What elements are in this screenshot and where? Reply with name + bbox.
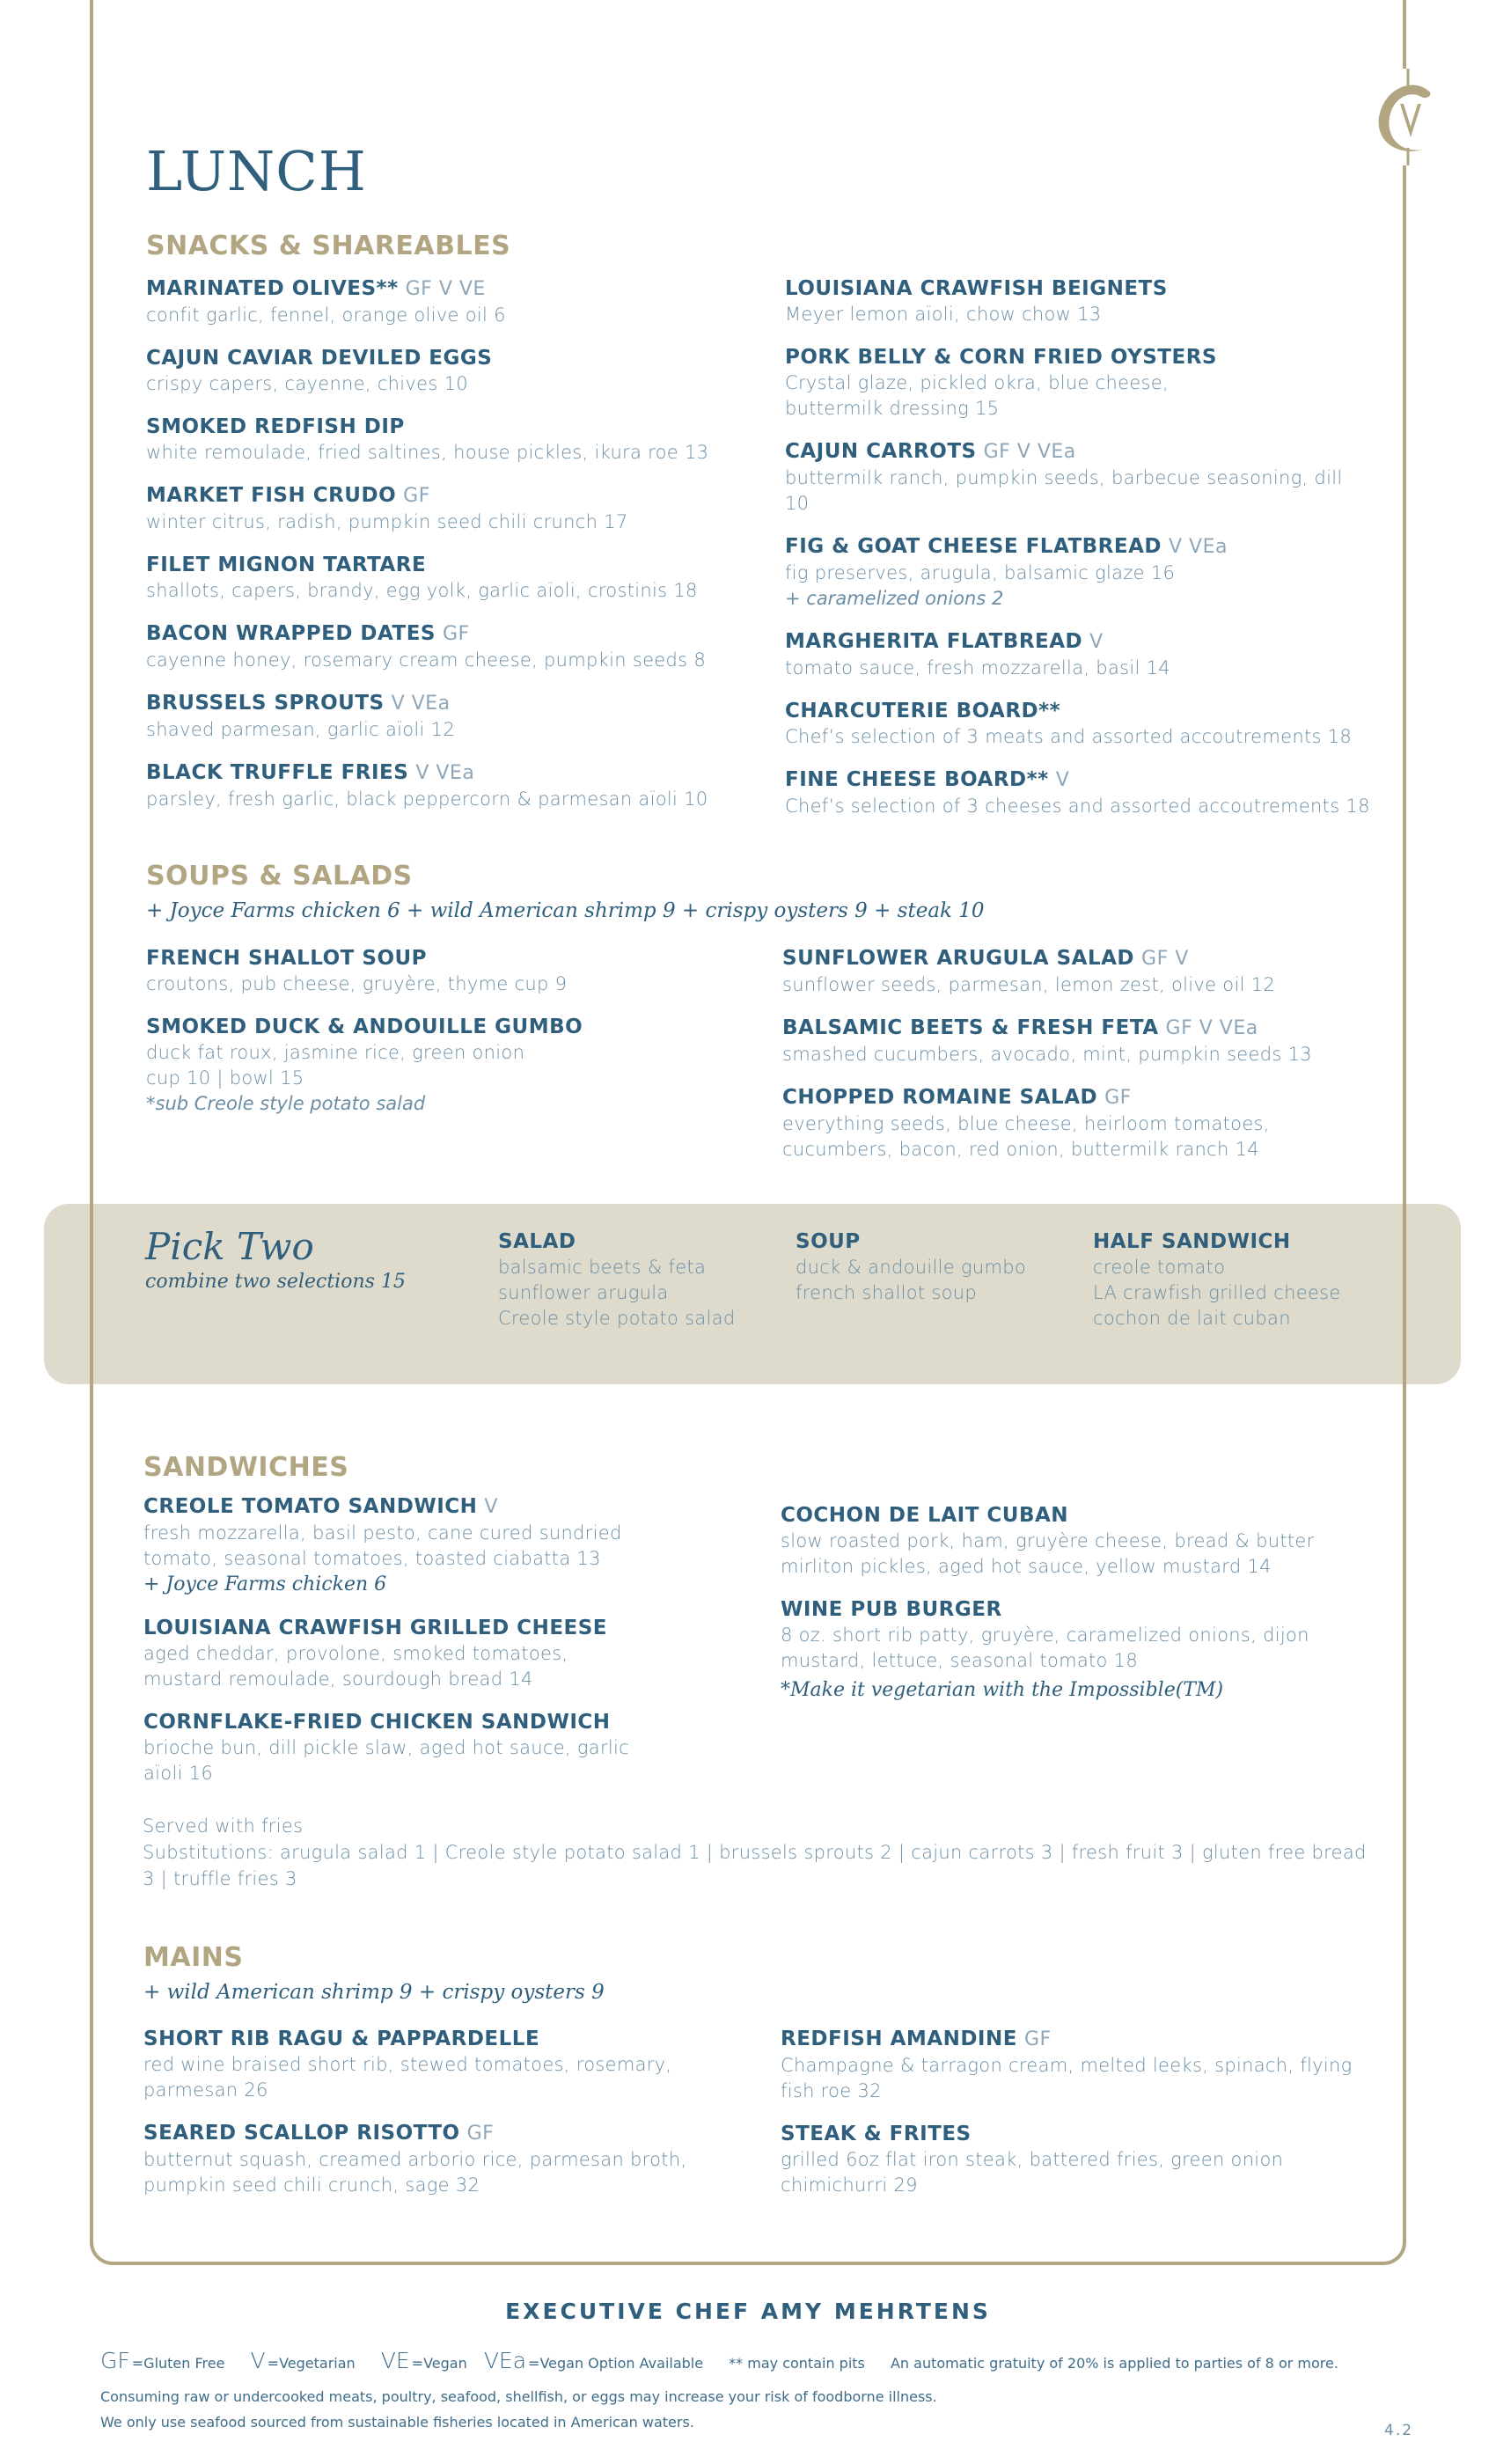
item-description: 8 oz. short rib patty, gruyère, caramelized onions, dijon mustard, lettuce, seasonal tomato 18 (781, 1624, 1309, 1671)
menu-item (785, 344, 1401, 422)
dietary-tags: GF V (1141, 948, 1189, 970)
item-description: duck fat roux, jasmine rice, green onion (146, 1042, 525, 1063)
item-description: croutons, pub cheese, gruyère, thyme cup 9 (146, 973, 568, 994)
sandwich-sides-info (143, 1813, 1375, 1892)
menu-item (146, 620, 780, 673)
item-name: LOUISIANA CRAWFISH GRILLED CHEESE (143, 1617, 608, 1639)
item-name: SMOKED REDFISH DIP (146, 415, 405, 438)
item-addon-note: + Joyce Farms chicken 6 (143, 1573, 387, 1595)
item-name: MARINATED OLIVES** (146, 277, 399, 300)
menu-item (785, 275, 1401, 327)
item-description: butternut squash, creamed arborio rice, parmesan broth, pumpkin seed chili crunch, sage 32 (143, 2149, 687, 2196)
dietary-tags: GF V VE (405, 278, 486, 300)
item-description: fresh mozzarella, basil pesto, cane cured sundried tomato, seasonal tomatoes, toasted ciabatta 13 (143, 1522, 622, 1569)
menu-item (785, 698, 1401, 750)
legend-abbr-gf: GF (100, 2348, 130, 2373)
pick-option: duck & andouille gumbo (796, 1257, 1026, 1278)
item-description: confit garlic, fennel, orange olive oil 6 (146, 304, 506, 326)
soups-left-column (146, 945, 762, 1133)
item-name: CHARCUTERIE BOARD** (785, 700, 1061, 722)
page-number: 4.2 (1384, 2422, 1414, 2439)
section-heading-snacks: SNACKS & SHAREABLES (146, 231, 511, 261)
legend-meaning: =Vegan Option Available (528, 2355, 704, 2372)
dietary-tags: V VEa (391, 693, 451, 715)
item-description: Meyer lemon aïoli, chow chow 13 (785, 304, 1102, 325)
pick-two-title: Pick Two (145, 1225, 314, 1268)
mains-right-column (781, 2026, 1379, 2215)
item-description: cayenne honey, rosemary cream cheese, pumpkin seeds 8 (146, 649, 707, 671)
legend-abbr-ve: VE (380, 2348, 410, 2373)
dietary-tags: V (484, 1496, 498, 1518)
item-name: BALSAMIC BEETS & FRESH FETA (782, 1016, 1159, 1039)
item-name: FILET MIGNON TARTARE (146, 554, 427, 576)
item-description: buttermilk ranch, pumpkin seeds, barbecue seasoning, dill 10 (785, 467, 1343, 514)
dietary-tags: V VEa (1169, 536, 1228, 558)
item-name: PORK BELLY & CORN FRIED OYSTERS (785, 346, 1217, 369)
item-name: SHORT RIB RAGU & PAPPARDELLE (143, 2028, 540, 2050)
foodborne-illness-warning: Consuming raw or undercooked meats, poultry, seafood, shellfish, or eggs may increase your risk of foodborne illness. (100, 2388, 937, 2405)
item-vegetarian-note: *Make it vegetarian with the Impossible(TM) (781, 1679, 1224, 1701)
dietary-tags: V (1055, 769, 1070, 791)
item-name: SEARED SCALLOP RISOTTO (143, 2122, 460, 2145)
item-description: Crystal glaze, pickled okra, blue cheese, buttermilk dressing 15 (785, 372, 1169, 419)
menu-item (785, 533, 1401, 612)
menu-item (785, 438, 1401, 517)
item-name: SUNFLOWER ARUGULA SALAD (782, 947, 1135, 970)
section-heading-soups: SOUPS & SALADS (146, 861, 413, 891)
menu-item (143, 1709, 689, 1786)
item-name: CHOPPED ROMAINE SALAD (782, 1086, 1098, 1109)
menu-item (781, 2121, 1379, 2198)
item-name: BACON WRAPPED DATES (146, 622, 436, 645)
dietary-tags: GF V VEa (983, 441, 1076, 463)
item-description: aged cheddar, provolone, smoked tomatoes, mustard remoulade, sourdough bread 14 (143, 1643, 568, 1690)
item-name: BRUSSELS SPROUTS (146, 692, 385, 715)
dietary-tags: V (1089, 631, 1104, 653)
page-title: LUNCH (146, 139, 367, 203)
legend-meaning: =Gluten Free (131, 2355, 225, 2372)
menu-item (781, 1596, 1379, 1704)
cv-monogram-logo (1360, 69, 1456, 165)
item-description: slow roasted pork, ham, gruyère cheese, bread & butter mirliton pickles, aged hot sauce, yellow mustard 14 (781, 1530, 1315, 1577)
item-description: red wine braised short rib, stewed tomatoes, rosemary, parmesan 26 (143, 2054, 672, 2101)
item-name: CAJUN CAVIAR DEVILED EGGS (146, 347, 493, 370)
pits-warning: ** may contain pits (729, 2355, 865, 2372)
pick-column-heading: SOUP (796, 1230, 861, 1253)
item-description: shallots, capers, brandy, egg yolk, garlic aïoli, crostinis 18 (146, 580, 698, 601)
item-description: crispy capers, cayenne, chives 10 (146, 373, 468, 394)
menu-item (146, 552, 780, 604)
menu-item (146, 482, 780, 535)
served-with-fries: Served with fries (143, 1815, 304, 1837)
pick-column-heading: HALF SANDWICH (1093, 1230, 1291, 1253)
item-price: cup 10 | bowl 15 (146, 1067, 304, 1089)
item-description: fig preserves, arugula, balsamic glaze 16 (785, 562, 1176, 583)
item-description: Champagne & tarragon cream, melted leeks, spinach, flying fish roe 32 (781, 2055, 1353, 2101)
menu-item (782, 1015, 1398, 1067)
pick-two-half-sandwich-column (1093, 1228, 1341, 1331)
gratuity-notice: An automatic gratuity of 20% is applied to parties of 8 or more. (890, 2355, 1338, 2372)
dietary-tags: GF (1104, 1087, 1132, 1109)
pick-option: creole tomato (1093, 1257, 1226, 1278)
item-description: shaved parmesan, garlic aïoli 12 (146, 719, 455, 740)
pick-column-heading: SALAD (498, 1230, 576, 1253)
item-description: brioche bun, dill pickle slaw, aged hot sauce, garlic aïoli 16 (143, 1737, 629, 1784)
legend-abbr-v: V (250, 2348, 266, 2373)
item-name: FIG & GOAT CHEESE FLATBREAD (785, 535, 1162, 558)
menu-item (143, 1493, 689, 1598)
section-heading-mains: MAINS (143, 1942, 244, 1973)
dietary-tags: GF (466, 2123, 495, 2145)
mains-left-column (143, 2026, 742, 2215)
item-name: REDFISH AMANDINE (781, 2028, 1017, 2050)
item-name: FRENCH SHALLOT SOUP (146, 947, 428, 970)
sandwiches-right-column (781, 1502, 1379, 1720)
legend-abbr-vea: VEa (483, 2348, 527, 2373)
item-addon-note: + caramelized onions 2 (785, 588, 1004, 609)
item-name: MARKET FISH CRUDO (146, 484, 397, 507)
pick-option: french shallot soup (796, 1282, 977, 1303)
legend-meaning: =Vegan (411, 2355, 467, 2372)
sandwiches-left-column (143, 1493, 689, 1803)
dietary-tags: GF V VEa (1165, 1017, 1258, 1039)
dietary-tags: GF (403, 485, 430, 507)
pick-option: sunflower arugula (498, 1282, 669, 1303)
item-description: parsley, fresh garlic, black peppercorn & parmesan aïoli 10 (146, 788, 708, 810)
menu-item (146, 945, 762, 997)
menu-item (146, 759, 780, 812)
item-description: grilled 6oz flat iron steak, battered fries, green onion chimichurri 29 (781, 2149, 1284, 2196)
snacks-right-column (785, 275, 1401, 836)
pick-option: Creole style potato salad (498, 1308, 736, 1329)
substitutions-list: Substitutions: arugula salad 1 | Creole style potato salad 1 | brussels sprouts 2 | cajun carrots 3 | fresh fruit 3 | gluten free bread 3 | truffle fries 3 (143, 1842, 1367, 1889)
menu-item (781, 1502, 1379, 1580)
item-sub-note: *sub Creole style potato salad (146, 1093, 426, 1114)
snacks-left-column (146, 275, 780, 829)
item-name: FINE CHEESE BOARD** (785, 768, 1049, 791)
pick-two-salad-column (498, 1228, 735, 1331)
item-name: CREOLE TOMATO SANDWICH (143, 1495, 478, 1518)
item-description: white remoulade, fried saltines, house pickles, ikura roe 13 (146, 442, 709, 463)
legend-meaning: =Vegetarian (267, 2355, 356, 2372)
item-name: WINE PUB BURGER (781, 1598, 1002, 1621)
pick-option: cochon de lait cuban (1093, 1308, 1291, 1329)
menu-item (146, 690, 780, 743)
menu-item (143, 1615, 689, 1692)
item-name: BLACK TRUFFLE FRIES (146, 761, 409, 784)
item-name: LOUISIANA CRAWFISH BEIGNETS (785, 277, 1168, 300)
item-description: sunflower seeds, parmesan, lemon zest, olive oil 12 (782, 974, 1276, 995)
dietary-legend (100, 2348, 1338, 2373)
menu-item (143, 2026, 742, 2103)
item-description: winter citrus, radish, pumpkin seed chili crunch 17 (146, 511, 628, 532)
item-description: Chef’s selection of 3 cheeses and assorted accoutrements 18 (785, 796, 1370, 817)
item-name: STEAK & FRITES (781, 2123, 972, 2145)
menu-item (146, 345, 780, 397)
menu-item (782, 945, 1398, 998)
pick-option: balsamic beets & feta (498, 1257, 707, 1278)
item-description: everything seeds, blue cheese, heirloom tomatoes, cucumbers, bacon, red onion, buttermilk ranch 14 (782, 1113, 1270, 1160)
section-heading-sandwiches: SANDWICHES (143, 1452, 349, 1483)
menu-item (146, 414, 780, 466)
pick-two-subtitle: combine two selections 15 (145, 1271, 406, 1293)
pick-option: LA crawfish grilled cheese (1093, 1282, 1341, 1303)
menu-item (146, 1014, 762, 1117)
item-description: Chef’s selection of 3 meats and assorted accoutrements 18 (785, 726, 1353, 747)
pick-two-soup-column (796, 1228, 1026, 1306)
dietary-tags: V VEa (415, 762, 475, 784)
dietary-tags: GF (443, 623, 470, 645)
menu-item (782, 1084, 1398, 1162)
item-description: smashed cucumbers, avocado, mint, pumpkin seeds 13 (782, 1044, 1312, 1065)
cv-monogram-icon (1360, 69, 1456, 165)
mains-addons: + wild American shrimp 9 + crispy oysters 9 (143, 1981, 605, 2004)
item-name: COCHON DE LAIT CUBAN (781, 1504, 1069, 1527)
item-description: tomato sauce, fresh mozzarella, basil 14 (785, 657, 1170, 678)
dietary-tags: GF (1023, 2028, 1052, 2050)
menu-item (781, 2026, 1379, 2104)
item-name: CORNFLAKE-FRIED CHICKEN SANDWICH (143, 1711, 611, 1734)
soups-addons: + Joyce Farms chicken 6 + wild American shrimp 9 + crispy oysters 9 + steak 10 (146, 899, 985, 922)
menu-item (146, 275, 780, 328)
item-name: SMOKED DUCK & ANDOUILLE GUMBO (146, 1016, 583, 1038)
item-name: CAJUN CARROTS (785, 440, 977, 463)
menu-item (143, 2120, 742, 2198)
frame-line-left (90, 1204, 93, 1384)
menu-item (785, 628, 1401, 681)
sustainable-seafood-notice: We only use seafood sourced from sustainable fisheries located in American waters. (100, 2414, 694, 2431)
frame-line-right (1403, 1204, 1406, 1384)
executive-chef-credit: EXECUTIVE CHEF AMY MEHRTENS (505, 2299, 991, 2324)
menu-item (785, 766, 1401, 819)
item-name: MARGHERITA FLATBREAD (785, 630, 1083, 653)
salads-right-column (782, 945, 1398, 1179)
